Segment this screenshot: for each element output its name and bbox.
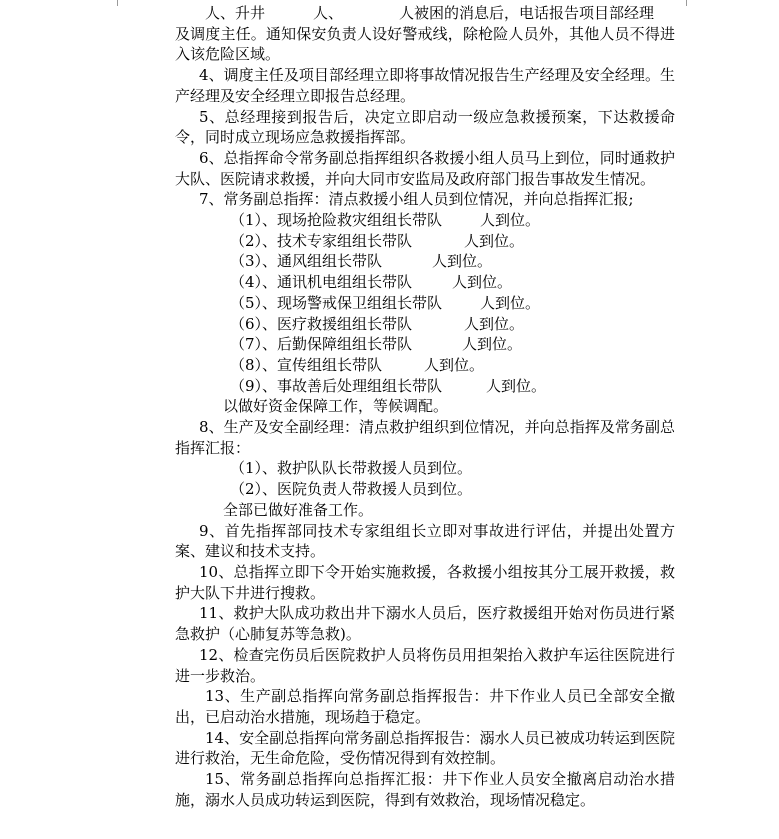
paragraph-p5: 5、总经理接到报告后，决定立即启动一级应急救援预案，下达救援命令，同时成立现场应急救援指挥部。 (175, 107, 675, 147)
paragraph-p13: 13、生产副总指挥向常务副总指挥报告：井下作业人员已全部安全撤出，已启动治水措施，现场趋于稳定。 (175, 687, 675, 726)
paragraph-p7-8 (175, 355, 675, 376)
paragraph-fragment: 人到位。 (452, 273, 513, 292)
paragraph-p7-5 (175, 293, 675, 314)
paragraph-fragment: （8）、宣传组组长带队 (230, 355, 383, 374)
paragraph-p14: 14、安全副总指挥向常务副总指挥报告：溺水人员已被成功转运到医院进行救治，无生命危险，受伤情况得到有效控制。 (175, 728, 675, 768)
paragraph-p12: 12、检查完伤员后医院救护人员将伤员用担架抬入救护车运往医院进行进一步救治。 (175, 645, 675, 685)
paragraph-p7-2 (175, 231, 675, 252)
paragraph-fragment: 人被困的消息后，电话报告项目部经理 (399, 4, 655, 22)
paragraph-fragment: 人到位。 (464, 231, 525, 250)
paragraph-p7-end: 以做好资金保障工作，等候调配。 (223, 397, 449, 416)
paragraph-fragment: 人到位。 (464, 314, 525, 333)
paragraph-p7-6 (175, 314, 675, 335)
crop-mark-left (117, 0, 118, 6)
paragraph-p7: 7、常务副总指挥：清点救援小组人员到位情况，并向总指挥汇报; (199, 190, 634, 209)
paragraph-p3-rest: 及调度主任。通知保安负责人设好警戒线，除枪险人员外，其他人员不得进入该危险区域。 (175, 24, 675, 64)
document-page (175, 3, 675, 810)
paragraph-fragment: （1）、现场抢险救灾组组长带队 (230, 211, 443, 230)
paragraph-p10: 10、总指挥立即下令开始实施救援，各救援小组按其分工展开救援，救护大队下井进行搜救。 (175, 562, 675, 602)
paragraph-fragment: 人到位。 (462, 335, 523, 354)
paragraph-p15: 15、常务副总指挥向总指挥汇报：井下作业人员安全撤离启动治水措施，溺水人员成功转运到医院，得到有效救治，现场情况稳定。 (175, 770, 675, 809)
paragraph-fragment: 人到位。 (486, 376, 547, 395)
paragraph-p3-line1 (175, 3, 675, 24)
paragraph-p7-3 (175, 251, 675, 272)
paragraph-fragment: 人到位。 (480, 293, 541, 312)
paragraph-fragment: 人到位。 (424, 355, 485, 374)
paragraph-fragment: 人、升井 (205, 4, 266, 22)
paragraph-p4: 4、调度主任及项目部经理立即将事故情况报告生产经理及安全经理。生产经理及安全经理立即报告总经理。 (175, 66, 675, 105)
paragraph-fragment: （2）、技术专家组组长带队 (230, 231, 413, 250)
paragraph-p8-1: （1）、救护队队长带救援人员到位。 (230, 459, 473, 478)
paragraph-p9: 9、首先指挥部同技术专家组组长立即对事故进行评估，并提出处置方案、建议和技术支持。 (175, 521, 675, 561)
paragraph-p7-9 (175, 376, 675, 397)
paragraph-p8-2: （2）、医院负责人带救援人员到位。 (230, 480, 473, 499)
paragraph-p6: 6、总指挥命令常务副总指挥组织各救援小组人员马上到位，同时通救护大队、医院请求救援，并向大同市安监局及政府部门报告事故发生情况。 (175, 148, 675, 188)
paragraph-p8: 8、生产及安全副经理：清点救护组织到位情况，并向总指挥及常务副总指挥汇报： (175, 418, 675, 457)
paragraph-fragment: （4）、通讯机电组组长带队 (230, 273, 413, 292)
paragraph-p7-7 (175, 334, 675, 355)
paragraph-fragment: （9）、事故善后处理组组长带队 (230, 376, 443, 395)
paragraph-fragment: （6）、医疗救援组组长带队 (230, 314, 413, 333)
paragraph-p11: 11、救护大队成功救出井下溺水人员后，医疗救援组开始对伤员进行紧急救护（心肺复苏等急救)。 (175, 604, 675, 644)
paragraph-p7-4 (175, 272, 675, 293)
paragraph-p7-1 (175, 210, 675, 231)
paragraph-p8-end: 全部已做好准备工作。 (223, 500, 374, 519)
paragraph-fragment: 人、 (313, 4, 344, 22)
paragraph-fragment: （5）、现场警戒保卫组组长带队 (230, 293, 443, 312)
paragraph-fragment: （7）、后勤保障组组长带队 (230, 335, 413, 354)
crop-mark-right (686, 0, 687, 6)
paragraph-fragment: 人到位。 (480, 211, 541, 230)
paragraph-fragment: （3）、通风组组长带队 (230, 252, 383, 271)
paragraph-fragment: 人到位。 (432, 252, 493, 271)
